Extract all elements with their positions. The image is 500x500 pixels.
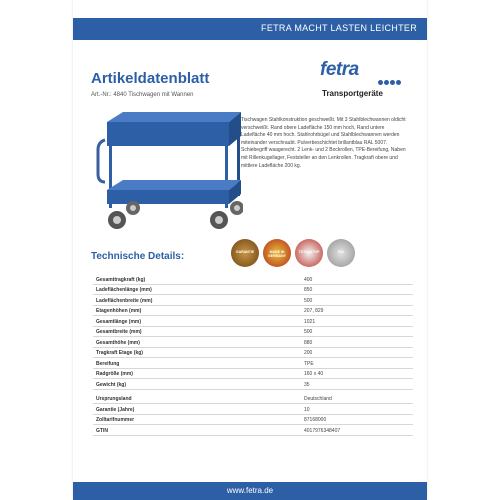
spec-row: Garantie (Jahre) 10 bbox=[93, 404, 413, 415]
product-description: Tischwagen Stahlkonstruktion geschweißt. Mit 3 Stahlblechwannen oldicht verschweißt. Rand obere Ladefläche 150 mm hoch, Rand untere Ladefläche 40 mm hoch. Stahlrohrbügel und Stahlblechwannen werden miteinander verschraubt. Pulverbeschichtet brillantblau RAL 5007. Schiebegriff waagerecht. 2 Lenk- und 2 Bockrollen, TPE-Bereifung, Naben mit Rillenkugellager, Feststeller an den Lenkrollen. Tragkraft obere und mittlere Ladefläche 200 kg. bbox=[241, 117, 406, 169]
spec-row: Gesamttragkraft (kg) 400 bbox=[93, 274, 413, 285]
spec-row: Etagenhöhen (mm) 207, 829 bbox=[93, 306, 413, 317]
product-cart-image bbox=[93, 112, 243, 232]
quality-badges bbox=[231, 239, 411, 269]
rix-badge-icon: RIX bbox=[327, 239, 355, 267]
spec-row: Tragkraft Etage (kg) 200 bbox=[93, 348, 413, 359]
footer-url-link[interactable]: www.fetra.de bbox=[226, 486, 274, 495]
brand-tagline: FETRA MACHT LASTEN LEICHTER bbox=[261, 23, 417, 33]
logo-subtitle: Transportgeräte bbox=[322, 89, 383, 98]
top-banner bbox=[73, 18, 427, 40]
spec-row: Ladeflächenlänge (mm) 850 bbox=[93, 285, 413, 296]
logo-dots-icon bbox=[378, 72, 404, 78]
spec-row: Gesamtlänge (mm) 1021 bbox=[93, 316, 413, 327]
totalstop-badge-icon: TOTALSTOP bbox=[295, 239, 323, 267]
spec-row: GTIN 4017976348407 bbox=[93, 425, 413, 436]
guarantee-badge-icon: GARANTIE bbox=[231, 239, 259, 267]
datasheet-page bbox=[73, 0, 427, 500]
spec-row: Ursprungsland Deutschland bbox=[93, 394, 413, 405]
spec-row: Gesamthöhe (mm) 880 bbox=[93, 337, 413, 348]
spec-row: Zolltarifnummer 87168000 bbox=[93, 415, 413, 426]
spec-table bbox=[93, 274, 413, 436]
spec-row: Bereifung TPE bbox=[93, 358, 413, 369]
fetra-logo: fetra bbox=[320, 59, 359, 80]
spec-row: Radgröße (mm) 160 x 40 bbox=[93, 369, 413, 380]
made-in-germany-badge-icon: MADE IN GERMANY bbox=[263, 239, 291, 267]
spec-row: Gesamtbreite (mm) 500 bbox=[93, 327, 413, 338]
spec-row: Gewicht (kg) 35 bbox=[93, 379, 413, 390]
page-title: Artikeldatenblatt bbox=[91, 70, 210, 87]
spec-row: Ladeflächenbreite (mm) 500 bbox=[93, 295, 413, 306]
section-heading: Technische Details: bbox=[91, 251, 185, 262]
footer-banner bbox=[73, 482, 427, 500]
article-number: Art.-Nr.: 4840 Tischwagen mit Wannen bbox=[91, 92, 194, 98]
